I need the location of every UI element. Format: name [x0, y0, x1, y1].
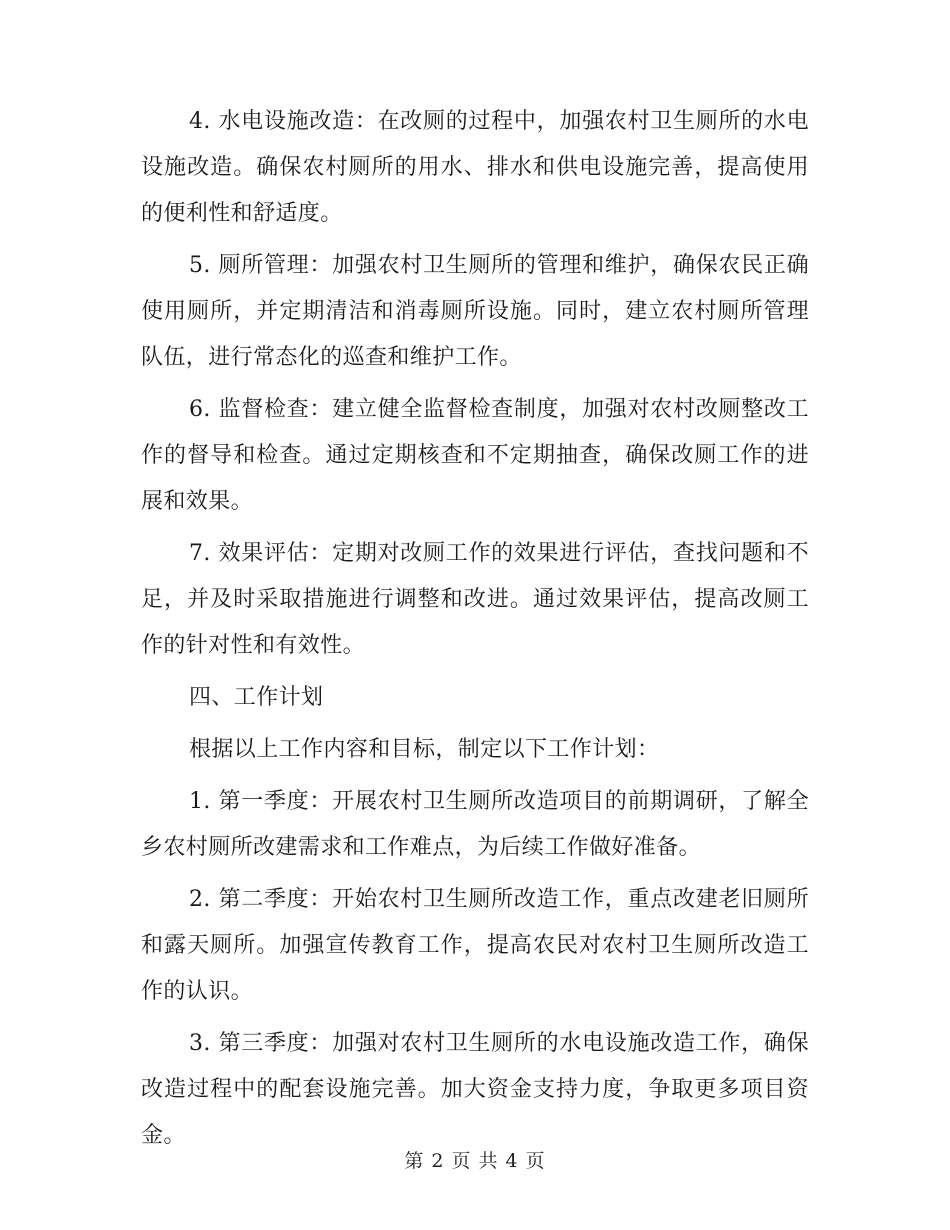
paragraph-water-electric: 4. 水电设施改造：在改厕的过程中，加强农村卫生厕所的水电设施改造。确保农村厕所的用水、排水和供电设施完善，提高使用的便利性和舒适度。 — [141, 109, 809, 226]
paragraph-q2: 2. 第二季度：开始农村卫生厕所改造工作，重点改建老旧厕所和露天厕所。加强宣传教育工作，提高农民对农村卫生厕所改造工作的认识。 — [141, 887, 809, 1004]
paragraph-supervision: 6. 监督检查：建立健全监督检查制度，加强对农村改厕整改工作的督导和检查。通过定期核查和不定期抽查，确保改厕工作的进展和效果。 — [141, 397, 809, 514]
page-footer: 第 2 页 共 4 页 — [404, 1150, 546, 1172]
paragraph-q3: 3. 第三季度：加强对农村卫生厕所的水电设施改造工作，确保改造过程中的配套设施完善。加大资金支持力度，争取更多项目资金。 — [141, 1031, 809, 1148]
paragraph-toilet-management: 5. 厕所管理：加强农村卫生厕所的管理和维护，确保农民正确使用厕所，并定期清洁和消毒厕所设施。同时，建立农村厕所管理队伍，进行常态化的巡查和维护工作。 — [141, 253, 809, 370]
section-heading-work-plan: 四、工作计划 — [189, 685, 324, 710]
document-body — [141, 99, 809, 1165]
paragraph-plan-intro: 根据以上工作内容和目标，制定以下工作计划： — [189, 737, 660, 762]
paragraph-evaluation: 7. 效果评估：定期对改厕工作的效果进行评估，查找问题和不足，并及时采取措施进行调整和改进。通过效果评估，提高改厕工作的针对性和有效性。 — [141, 541, 809, 658]
paragraph-q1: 1. 第一季度：开展农村卫生厕所改造项目的前期调研，了解全乡农村厕所改建需求和工作难点，为后续工作做好准备。 — [141, 789, 809, 860]
